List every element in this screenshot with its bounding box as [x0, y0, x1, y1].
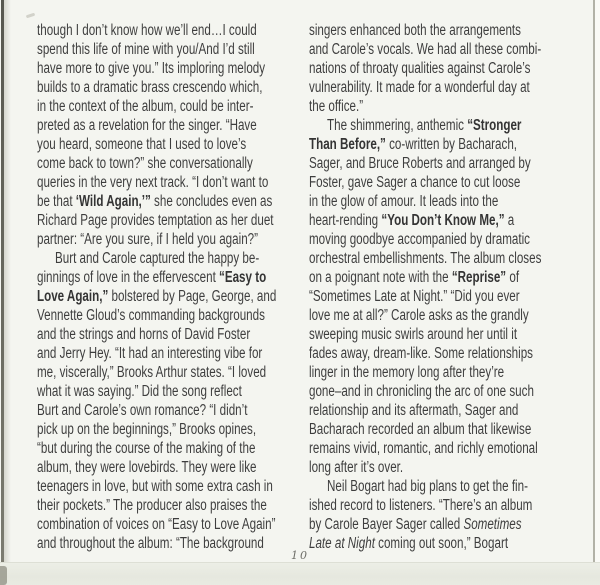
text-segment: gone–and in chronicling the arc of one such — [309, 383, 534, 400]
text-line — [309, 268, 567, 287]
text-segment: in the glow of amour. It leads into the — [309, 193, 499, 210]
text-segment: Bacharach recorded an album that likewise — [309, 421, 532, 438]
text-line — [37, 344, 295, 363]
text-line — [37, 363, 295, 382]
text-segment: builds to a dramatic brass crescendo which, — [37, 79, 263, 96]
text-segment: sweeping music swirls around her until it — [309, 326, 518, 343]
text-line — [37, 97, 295, 116]
text-segment: queries in the very next track. “I don’t want to — [37, 174, 269, 191]
text-line — [37, 135, 295, 154]
text-line — [37, 401, 295, 420]
text-line — [37, 173, 295, 192]
text-segment: partner: “Are you sure, if I held you again?” — [37, 231, 259, 248]
text-line — [309, 325, 567, 344]
text-segment: the office.” — [309, 98, 364, 115]
text-segment: The shimmering, anthemic — [327, 117, 468, 134]
text-line — [37, 211, 295, 230]
text-line — [37, 154, 295, 173]
text-segment: Sometimes — [463, 516, 522, 533]
text-segment: long after it’s over. — [309, 459, 404, 476]
text-segment: bolstered by Page, George, and — [108, 288, 277, 305]
text-segment: album, they were lovebirds. They were like — [37, 459, 257, 476]
text-segment: ‘Wild Again,’” — [75, 193, 151, 210]
text-segment: and Jerry Hey. “It had an interesting vibe for — [37, 345, 263, 362]
text-line — [309, 439, 567, 458]
text-line — [309, 382, 567, 401]
scan-bottom-band — [0, 562, 600, 585]
text-line — [37, 21, 295, 40]
text-segment: “but during the course of the making of the — [37, 440, 256, 457]
text-segment: me, viscerally,” Brooks Arthur states. “I loved — [37, 364, 267, 381]
text-segment: come back to town?” she conversationally — [37, 155, 253, 172]
text-segment: linger in the memory long after they’re — [309, 364, 505, 381]
text-segment: and throughout the album: “The background — [37, 535, 264, 552]
text-line — [37, 458, 295, 477]
text-line — [37, 439, 295, 458]
text-segment: moving goodbye accompanied by dramatic — [309, 231, 531, 248]
text-segment: Late at Night — [309, 535, 375, 552]
text-segment: preted as a revelation for the singer. “Have — [37, 117, 257, 134]
text-line — [309, 363, 567, 382]
text-segment: “Reprise” — [451, 269, 507, 286]
text-segment: have more to give you.” Its imploring melody — [37, 60, 266, 77]
text-line — [37, 192, 295, 211]
text-line — [37, 249, 295, 268]
text-line — [37, 78, 295, 97]
text-line — [309, 306, 567, 325]
text-column-right — [309, 21, 567, 553]
text-segment: pick up on the beginnings,” Brooks opines, — [37, 421, 257, 438]
text-segment: you heard, someone that I used to love’s — [37, 136, 247, 153]
text-segment: orchestral embellishments. The album closes — [309, 250, 542, 267]
text-line — [37, 59, 295, 78]
text-column-left — [37, 21, 295, 553]
text-segment: Vennette Gloud’s commanding backgrounds — [37, 307, 265, 324]
text-line — [37, 496, 295, 515]
text-segment: nations of throaty qualities against Carole’s — [309, 60, 531, 77]
text-segment: and the strings and horns of David Foster — [37, 326, 251, 343]
text-segment: “Sometimes Late at Night.” “Did you ever — [309, 288, 520, 305]
text-segment: combination of voices on “Easy to Love Again” — [37, 516, 276, 533]
text-line — [309, 211, 567, 230]
text-segment: be that — [37, 193, 76, 210]
text-segment: ished record to listeners. “There’s an album — [309, 497, 533, 514]
text-segment: a — [504, 212, 515, 229]
text-line — [309, 97, 567, 116]
text-line — [37, 306, 295, 325]
text-line — [309, 477, 567, 496]
text-segment: Richard Page provides temptation as her duet — [37, 212, 274, 229]
text-segment: vulnerability. It made for a wonderful day at — [309, 79, 530, 96]
text-segment: ginnings of love in the effervescent — [37, 269, 220, 286]
text-line — [37, 287, 295, 306]
text-line — [37, 325, 295, 344]
text-line — [309, 40, 567, 59]
text-segment: coming out soon,” Bogart — [374, 535, 509, 552]
text-segment: though I don’t know how we’ll end…I could — [37, 22, 257, 39]
text-segment: fades away, dream-like. Some relationships — [309, 345, 533, 362]
text-segment: she concludes even as — [150, 193, 273, 210]
text-segment: and Carole’s vocals. We had all these combi- — [309, 41, 542, 58]
text-segment: “You Don’t Know Me,” — [381, 212, 505, 229]
text-segment: what it was saying.” Did the song reflect — [37, 383, 242, 400]
text-segment: co-written by Bacharach, — [385, 136, 518, 153]
text-segment: spend this life of mine with you/And I’d still — [37, 41, 255, 58]
text-line — [309, 230, 567, 249]
text-line — [37, 230, 295, 249]
text-line — [37, 515, 295, 534]
text-segment: by Carole Bayer Sager called — [309, 516, 464, 533]
text-segment: Foster, gave Sager a chance to cut loose — [309, 174, 521, 191]
scan-edge-right-paper — [595, 0, 600, 585]
text-line — [309, 344, 567, 363]
text-segment: “Stronger — [467, 117, 522, 134]
text-segment: singers enhanced both the arrangements — [309, 22, 521, 39]
text-segment: heart-rending — [309, 212, 382, 229]
text-line — [37, 40, 295, 59]
text-segment: relationship and its aftermath, Sager and — [309, 402, 519, 419]
text-line — [309, 249, 567, 268]
text-segment: remains vivid, romantic, and richly emotional — [309, 440, 538, 457]
text-line — [37, 116, 295, 135]
text-segment: Than Before,” — [309, 136, 386, 153]
text-segment: “Easy to — [219, 269, 267, 286]
text-line — [309, 515, 567, 534]
text-line — [309, 496, 567, 515]
text-segment: in the context of the album, could be inter- — [37, 98, 254, 115]
text-line — [309, 173, 567, 192]
text-segment: love me at all?” Carole asks as the grandly — [309, 307, 529, 324]
text-line — [37, 382, 295, 401]
text-line — [37, 477, 295, 496]
text-segment: Love Again,” — [37, 288, 109, 305]
text-line — [309, 420, 567, 439]
text-segment: of — [506, 269, 520, 286]
text-segment: Sager, and Bruce Roberts and arranged by — [309, 155, 531, 172]
scan-corner-smudge — [0, 566, 7, 585]
text-line — [309, 287, 567, 306]
text-segment: Burt and Carole captured the happy be- — [55, 250, 260, 267]
scan-speck — [26, 13, 35, 19]
text-segment: Neil Bogart had big plans to get the fin- — [327, 478, 528, 495]
text-line — [37, 268, 295, 287]
text-line — [309, 59, 567, 78]
text-line — [309, 21, 567, 40]
page-number: 10 — [291, 549, 309, 562]
text-line — [309, 154, 567, 173]
text-segment: on a poignant note with the — [309, 269, 452, 286]
text-line — [309, 78, 567, 97]
text-line — [37, 420, 295, 439]
text-segment: teenagers in love, but with some extra cash in — [37, 478, 273, 495]
text-line — [309, 458, 567, 477]
text-segment: Burt and Carole’s own romance? “I didn’t — [37, 402, 248, 419]
text-line — [309, 192, 567, 211]
text-line — [309, 135, 567, 154]
text-segment: their pockets.” The producer also praises the — [37, 497, 267, 514]
text-line — [309, 116, 567, 135]
text-line — [309, 401, 567, 420]
scan-edge-left-shadow — [4, 0, 11, 585]
